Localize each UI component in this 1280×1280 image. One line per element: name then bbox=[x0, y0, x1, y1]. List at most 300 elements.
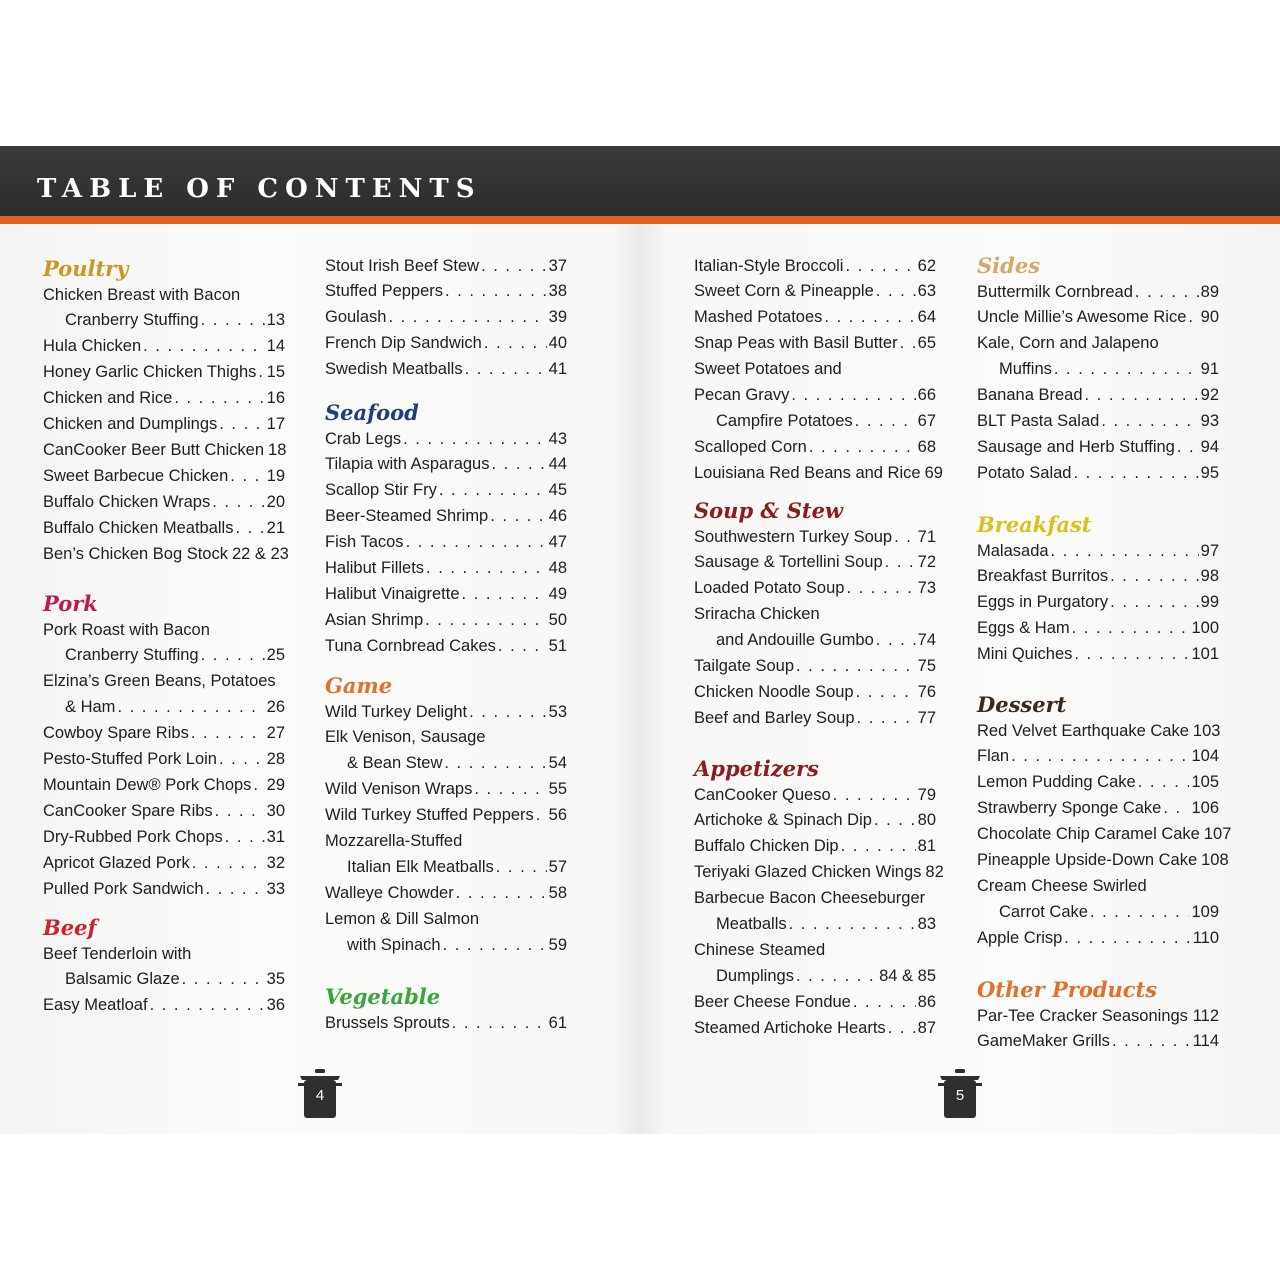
entry-title: Walleye Chowder bbox=[325, 883, 454, 902]
toc-entry[interactable] bbox=[694, 525, 936, 549]
entry-page-number: 69 bbox=[924, 463, 943, 482]
entry-title: Buffalo Chicken Meatballs bbox=[43, 518, 234, 537]
entry-page-number: 25 bbox=[266, 646, 285, 665]
dot-leader bbox=[498, 634, 547, 658]
dot-leader bbox=[856, 680, 916, 704]
entry-page-number: 62 bbox=[917, 256, 936, 275]
entry-title: Halibut Vinaigrette bbox=[325, 584, 460, 603]
toc-entry[interactable] bbox=[43, 721, 285, 745]
entry-title: CanCooker Spare Ribs bbox=[43, 801, 213, 820]
entry-title: Balsamic Glaze bbox=[65, 970, 180, 989]
toc-entry[interactable] bbox=[325, 777, 567, 801]
toc-entry[interactable] bbox=[43, 773, 285, 797]
dot-leader bbox=[855, 409, 916, 433]
entry-title: Breakfast Burritos bbox=[977, 567, 1109, 586]
entry-page-number: 89 bbox=[1200, 282, 1219, 301]
entry-page-number: 83 bbox=[917, 915, 936, 933]
entry-title: Potato Salad bbox=[977, 463, 1072, 482]
entry-page-number: 84 & 85 bbox=[879, 966, 936, 985]
toc-entry bbox=[43, 283, 285, 307]
dot-leader bbox=[491, 452, 546, 476]
entry-title: Beer Cheese Fondue bbox=[694, 992, 851, 1011]
toc-entry[interactable] bbox=[694, 435, 936, 459]
dot-leader bbox=[876, 279, 916, 303]
dot-leader bbox=[1090, 900, 1190, 924]
entry-title: Apple Crisp bbox=[977, 928, 1063, 947]
toc-entry bbox=[43, 669, 285, 693]
dot-leader bbox=[496, 855, 547, 879]
entry-page-number: 105 bbox=[1191, 773, 1219, 792]
toc-entry[interactable] bbox=[694, 305, 936, 329]
entry-title: Swedish Meatballs bbox=[325, 360, 463, 379]
entry-page-number: 14 bbox=[266, 337, 285, 356]
toc-entry[interactable] bbox=[325, 582, 567, 606]
dot-leader bbox=[846, 576, 915, 600]
entry-page-number: 93 bbox=[1200, 412, 1219, 430]
section-heading-breakfast: Breakfast bbox=[977, 512, 1092, 537]
entry-title: Cranberry Stuffing bbox=[65, 646, 199, 665]
toc-entry[interactable] bbox=[977, 642, 1219, 666]
entry-title: Sausage and Herb Stuffing bbox=[977, 437, 1175, 456]
toc-entry[interactable] bbox=[694, 912, 936, 936]
toc-entry[interactable] bbox=[977, 461, 1219, 485]
entry-title: Tilapia with Asparagus bbox=[325, 455, 490, 474]
toc-entry[interactable] bbox=[43, 747, 285, 771]
entry-title: Louisiana Red Beans and Rice bbox=[694, 463, 921, 482]
toc-entry bbox=[325, 907, 567, 931]
toc-entry[interactable] bbox=[325, 452, 567, 476]
entry-page-number: 38 bbox=[548, 282, 567, 301]
toc-entry[interactable] bbox=[977, 564, 1219, 588]
toc-entry[interactable] bbox=[43, 542, 289, 566]
entry-title: Chicken and Dumplings bbox=[43, 415, 218, 433]
dot-leader bbox=[885, 550, 916, 574]
toc-entry[interactable] bbox=[325, 933, 567, 957]
entry-title: Pineapple Upside-Down Cake bbox=[977, 851, 1198, 869]
toc-entry[interactable] bbox=[325, 504, 567, 528]
toc-entry[interactable] bbox=[977, 848, 1229, 872]
toc-entry[interactable] bbox=[325, 478, 567, 502]
toc-entry[interactable] bbox=[977, 770, 1219, 794]
toc-entry[interactable] bbox=[325, 881, 567, 905]
dot-leader bbox=[1188, 305, 1198, 329]
toc-entry[interactable] bbox=[694, 576, 936, 600]
entry-title: Elzina’s Green Beans, Potatoes bbox=[43, 672, 276, 691]
entry-title: Chicken and Rice bbox=[43, 389, 173, 408]
dot-leader bbox=[857, 706, 916, 730]
entry-page-number: 108 bbox=[1201, 851, 1229, 869]
entry-page-number: 114 bbox=[1192, 1032, 1219, 1051]
entry-page-number: 20 bbox=[266, 492, 285, 511]
entry-page-number: 66 bbox=[917, 386, 936, 404]
dot-leader bbox=[809, 435, 916, 459]
entry-title: Wild Venison Wraps bbox=[325, 780, 473, 799]
entry-page-number: 55 bbox=[548, 780, 567, 799]
toc-entry[interactable] bbox=[43, 643, 285, 667]
toc-entry[interactable] bbox=[977, 744, 1219, 768]
entry-title: Sweet Potatoes and bbox=[694, 360, 842, 379]
toc-entry[interactable] bbox=[43, 799, 285, 823]
toc-entry[interactable] bbox=[325, 530, 567, 554]
entry-title: Mozzarella-Stuffed bbox=[325, 832, 463, 850]
toc-entry bbox=[977, 874, 1219, 898]
dot-leader bbox=[536, 803, 547, 827]
dot-leader bbox=[1085, 383, 1199, 407]
toc-entry[interactable] bbox=[43, 695, 285, 719]
entry-title: Chicken Noodle Soup bbox=[694, 682, 854, 701]
toc-entry[interactable] bbox=[325, 1011, 567, 1035]
toc-entry[interactable] bbox=[977, 383, 1219, 407]
dot-leader bbox=[192, 851, 265, 875]
dot-leader bbox=[215, 799, 265, 823]
entry-page-number: 33 bbox=[266, 879, 285, 898]
entry-page-number: 68 bbox=[917, 437, 936, 456]
entry-page-number: 92 bbox=[1200, 386, 1219, 405]
toc-entry[interactable] bbox=[694, 783, 936, 807]
entry-page-number: 73 bbox=[917, 579, 936, 598]
dot-leader bbox=[258, 360, 264, 384]
toc-entry[interactable] bbox=[325, 700, 567, 724]
entry-page-number: 16 bbox=[266, 389, 285, 408]
entry-page-number: 18 bbox=[268, 440, 287, 459]
toc-entry[interactable] bbox=[694, 834, 936, 858]
dot-leader bbox=[444, 751, 546, 775]
toc-entry[interactable] bbox=[977, 822, 1232, 846]
entry-title: Halibut Fillets bbox=[325, 559, 425, 577]
entry-page-number: 80 bbox=[917, 811, 936, 830]
entry-title: and Andouille Gumbo bbox=[716, 631, 874, 650]
dot-leader bbox=[853, 990, 916, 1014]
dot-leader bbox=[469, 700, 547, 724]
entry-title: Crab Legs bbox=[325, 429, 402, 448]
entry-title: Sweet Barbecue Chicken bbox=[43, 466, 229, 485]
entry-title: Par-Tee Cracker Seasonings bbox=[977, 1006, 1188, 1025]
entry-title: Barbecue Bacon Cheeseburger bbox=[694, 889, 926, 908]
dot-leader bbox=[182, 967, 265, 991]
section-heading-beef: Beef bbox=[43, 915, 97, 940]
toc-entry[interactable] bbox=[43, 412, 285, 436]
toc-entry[interactable] bbox=[977, 357, 1219, 381]
toc-entry bbox=[694, 886, 936, 910]
dot-leader bbox=[235, 516, 264, 540]
entry-title: Cowboy Spare Ribs bbox=[43, 724, 189, 743]
entry-title: Kale, Corn and Jalapeno bbox=[977, 334, 1159, 353]
dot-leader bbox=[894, 525, 916, 549]
entry-page-number: 15 bbox=[266, 363, 285, 382]
toc-entry[interactable] bbox=[43, 825, 285, 849]
dot-leader bbox=[1051, 539, 1199, 563]
entry-page-number: 79 bbox=[917, 785, 936, 804]
toc-entry[interactable] bbox=[325, 556, 567, 580]
entry-title: Sausage & Tortellini Soup bbox=[694, 553, 883, 572]
section-heading-poultry: Poultry bbox=[43, 256, 129, 281]
toc-entry[interactable] bbox=[694, 409, 936, 433]
page-number: 5 bbox=[955, 1087, 965, 1104]
toc-entry[interactable] bbox=[694, 331, 936, 355]
entry-title: Hula Chicken bbox=[43, 337, 142, 356]
entry-title: BLT Pasta Salad bbox=[977, 412, 1100, 430]
toc-entry bbox=[694, 357, 936, 381]
toc-entry[interactable] bbox=[43, 993, 285, 1017]
entry-title: Easy Meatloaf bbox=[43, 996, 148, 1015]
entry-title: Elk Venison, Sausage bbox=[325, 728, 486, 747]
entry-page-number: 97 bbox=[1200, 541, 1219, 560]
toc-entry[interactable] bbox=[694, 461, 943, 485]
entry-page-number: 17 bbox=[266, 415, 285, 433]
section-heading-pork: Pork bbox=[43, 591, 98, 616]
entry-page-number: 41 bbox=[548, 360, 567, 379]
dot-leader bbox=[1110, 590, 1198, 614]
toc-entry[interactable] bbox=[694, 654, 936, 678]
toc-entry[interactable] bbox=[325, 751, 567, 775]
dot-leader bbox=[1135, 280, 1199, 304]
entry-title: Ben’s Chicken Bog Stock bbox=[43, 544, 228, 563]
entry-title: Steamed Artichoke Hearts bbox=[694, 1018, 886, 1037]
toc-entry[interactable] bbox=[977, 409, 1219, 433]
toc-entry[interactable] bbox=[325, 855, 567, 879]
dot-leader bbox=[888, 1016, 916, 1040]
dot-leader bbox=[253, 773, 264, 797]
dot-leader bbox=[201, 308, 265, 332]
toc-entry[interactable] bbox=[977, 900, 1219, 924]
toc-entry[interactable] bbox=[977, 539, 1219, 563]
dot-leader bbox=[490, 504, 546, 528]
dot-leader bbox=[439, 478, 547, 502]
toc-entry[interactable] bbox=[43, 334, 285, 358]
entry-title: with Spinach bbox=[347, 935, 441, 954]
entry-title: Eggs & Ham bbox=[977, 619, 1070, 638]
toc-entry[interactable] bbox=[43, 516, 285, 540]
dot-leader bbox=[481, 254, 547, 278]
entry-page-number: 112 bbox=[1192, 1006, 1219, 1025]
entry-title: Scallop Stir Fry bbox=[325, 481, 437, 500]
section-heading-other-products: Other Products bbox=[977, 977, 1158, 1002]
dot-leader bbox=[426, 556, 547, 580]
entry-page-number: 49 bbox=[548, 584, 567, 603]
entry-page-number: 91 bbox=[1200, 360, 1219, 379]
entry-title: Chicken Breast with Bacon bbox=[43, 285, 241, 304]
page-number-left bbox=[296, 1068, 344, 1120]
entry-page-number: 76 bbox=[917, 682, 936, 701]
entry-title: Wild Turkey Delight bbox=[325, 702, 468, 721]
entry-page-number: 31 bbox=[266, 827, 285, 846]
toc-entry[interactable] bbox=[694, 383, 936, 407]
entry-page-number: 44 bbox=[548, 455, 567, 474]
entry-page-number: 40 bbox=[548, 334, 567, 353]
entry-title: Pulled Pork Sandwich bbox=[43, 879, 204, 898]
entry-page-number: 104 bbox=[1191, 747, 1219, 766]
toc-entry[interactable] bbox=[325, 357, 567, 381]
dot-leader bbox=[452, 1011, 547, 1035]
toc-entry[interactable] bbox=[694, 279, 936, 303]
toc-entry[interactable] bbox=[325, 331, 567, 355]
toc-entry[interactable] bbox=[694, 550, 936, 574]
toc-entry[interactable] bbox=[977, 435, 1219, 459]
dot-leader bbox=[874, 808, 916, 832]
entry-title: Southwestern Turkey Soup bbox=[694, 527, 893, 546]
entry-title: Beer-Steamed Shrimp bbox=[325, 507, 489, 526]
toc-entry bbox=[43, 942, 285, 966]
dot-leader bbox=[425, 608, 547, 632]
entry-title: French Dip Sandwich bbox=[325, 334, 482, 353]
toc-entry[interactable] bbox=[43, 464, 285, 488]
toc-entry bbox=[325, 829, 567, 853]
entry-page-number: 53 bbox=[548, 702, 567, 721]
entry-title: Beef Tenderloin with bbox=[43, 944, 192, 963]
dot-leader bbox=[796, 964, 877, 988]
entry-title: Beef and Barley Soup bbox=[694, 708, 855, 727]
entry-title: Teriyaki Glazed Chicken Wings bbox=[694, 863, 922, 882]
dot-leader bbox=[474, 777, 546, 801]
toc-entry[interactable] bbox=[694, 628, 936, 652]
entry-title: Flan bbox=[977, 747, 1010, 766]
entry-page-number: 30 bbox=[266, 801, 285, 820]
toc-entry[interactable] bbox=[43, 308, 285, 332]
entry-title: Wild Turkey Stuffed Peppers bbox=[325, 806, 534, 825]
entry-page-number: 35 bbox=[266, 970, 285, 989]
section-heading-vegetable: Vegetable bbox=[325, 984, 441, 1009]
entry-title: Artichoke & Spinach Dip bbox=[694, 811, 872, 830]
entry-title: Red Velvet Earthquake Cake bbox=[977, 721, 1189, 740]
dot-leader bbox=[1138, 770, 1190, 794]
entry-page-number: 46 bbox=[548, 507, 567, 526]
toc-entry[interactable] bbox=[977, 280, 1219, 304]
toc-entry[interactable] bbox=[43, 438, 285, 462]
toc-entry[interactable] bbox=[977, 590, 1219, 614]
entry-title: Strawberry Sponge Cake bbox=[977, 799, 1162, 818]
toc-entry[interactable] bbox=[325, 608, 567, 632]
toc-entry[interactable] bbox=[325, 803, 567, 827]
toc-entry[interactable] bbox=[325, 254, 567, 278]
toc-entry[interactable] bbox=[694, 706, 936, 730]
entry-title: CanCooker Beer Butt Chicken bbox=[43, 440, 265, 459]
header-stripe bbox=[0, 216, 1280, 224]
entry-title: Honey Garlic Chicken Thighs bbox=[43, 363, 257, 382]
toc-entry[interactable] bbox=[977, 1004, 1219, 1028]
entry-title: Chocolate Chip Caramel Cake bbox=[977, 825, 1200, 844]
dot-leader bbox=[1112, 1029, 1191, 1053]
toc-entry bbox=[43, 618, 285, 642]
entry-title: Sriracha Chicken bbox=[694, 605, 820, 624]
dot-leader bbox=[1074, 642, 1189, 666]
toc-entry[interactable] bbox=[694, 964, 936, 988]
entry-page-number: 27 bbox=[266, 724, 285, 743]
dot-leader bbox=[443, 933, 547, 957]
toc-entry[interactable] bbox=[977, 719, 1219, 743]
entry-page-number: 86 bbox=[917, 992, 936, 1011]
entry-page-number: 54 bbox=[548, 754, 567, 773]
toc-entry[interactable] bbox=[977, 1029, 1219, 1053]
toc-entry[interactable] bbox=[694, 808, 936, 832]
entry-page-number: 28 bbox=[266, 750, 285, 768]
entry-title: Chinese Steamed bbox=[694, 940, 826, 959]
dot-leader bbox=[1110, 564, 1199, 588]
toc-entry[interactable] bbox=[977, 926, 1219, 950]
entry-page-number: 63 bbox=[917, 282, 936, 301]
dot-leader bbox=[796, 654, 916, 678]
toc-entry[interactable] bbox=[325, 305, 567, 329]
dot-leader bbox=[225, 825, 265, 849]
toc-entry[interactable] bbox=[694, 860, 944, 884]
toc-entry[interactable] bbox=[43, 386, 285, 410]
entry-page-number: 47 bbox=[548, 533, 567, 552]
toc-entry[interactable] bbox=[325, 279, 567, 303]
entry-page-number: 39 bbox=[548, 308, 567, 327]
section-heading-seafood: Seafood bbox=[325, 400, 419, 425]
toc-entry[interactable] bbox=[977, 305, 1219, 329]
dot-leader bbox=[1072, 616, 1190, 640]
dot-leader bbox=[406, 530, 547, 554]
entry-title: Muffins bbox=[999, 360, 1052, 379]
entry-page-number: 19 bbox=[266, 466, 285, 485]
entry-title: Mountain Dew® Pork Chops bbox=[43, 775, 252, 794]
entry-title: Fish Tacos bbox=[325, 533, 404, 552]
section-heading-appetizers: Appetizers bbox=[694, 756, 819, 781]
toc-entry[interactable] bbox=[43, 877, 285, 901]
entry-page-number: 72 bbox=[917, 553, 936, 572]
dot-leader bbox=[1177, 435, 1199, 459]
toc-entry[interactable] bbox=[43, 360, 285, 384]
toc-entry[interactable] bbox=[325, 427, 567, 451]
page-title: TABLE OF CONTENTS bbox=[37, 174, 482, 204]
entry-page-number: 109 bbox=[1191, 902, 1219, 921]
toc-entry[interactable] bbox=[43, 490, 285, 514]
entry-title: Goulash bbox=[325, 308, 387, 327]
entry-page-number: 45 bbox=[548, 481, 567, 500]
entry-page-number: 50 bbox=[548, 610, 567, 629]
entry-title: Buffalo Chicken Dip bbox=[694, 837, 839, 856]
entry-title: Malasada bbox=[977, 541, 1049, 560]
entry-page-number: 13 bbox=[266, 311, 285, 330]
dot-leader bbox=[1011, 744, 1189, 768]
entry-title: Brussels Sprouts bbox=[325, 1013, 450, 1032]
toc-entry[interactable] bbox=[325, 634, 567, 658]
entry-page-number: 74 bbox=[917, 631, 936, 650]
dot-leader bbox=[900, 331, 916, 355]
entry-title: Pesto-Stuffed Pork Loin bbox=[43, 750, 217, 768]
toc-entry bbox=[325, 725, 567, 749]
toc-entry[interactable] bbox=[694, 254, 936, 278]
entry-page-number: 101 bbox=[1191, 645, 1219, 664]
page-number: 4 bbox=[315, 1087, 325, 1104]
entry-page-number: 22 & 23 bbox=[231, 544, 289, 563]
dot-leader bbox=[1190, 1004, 1191, 1028]
toc-entry[interactable] bbox=[694, 680, 936, 704]
entry-page-number: 71 bbox=[917, 527, 936, 546]
entry-title: GameMaker Grills bbox=[977, 1032, 1110, 1051]
toc-entry[interactable] bbox=[43, 967, 285, 991]
dot-leader bbox=[143, 334, 265, 358]
dot-leader bbox=[117, 695, 264, 719]
entry-title: Mini Quiches bbox=[977, 645, 1073, 664]
toc-entry[interactable] bbox=[694, 1016, 936, 1040]
dot-leader bbox=[791, 383, 915, 407]
entry-page-number: 94 bbox=[1200, 437, 1219, 456]
toc-entry[interactable] bbox=[694, 990, 936, 1014]
toc-entry[interactable] bbox=[977, 796, 1219, 820]
entry-page-number: 59 bbox=[548, 935, 567, 954]
dot-leader bbox=[841, 834, 916, 858]
toc-entry[interactable] bbox=[43, 851, 285, 875]
dot-leader bbox=[824, 305, 915, 329]
toc-entry[interactable] bbox=[977, 616, 1219, 640]
entry-page-number: 107 bbox=[1203, 825, 1232, 844]
entry-title: Pork Roast with Bacon bbox=[43, 620, 210, 639]
entry-page-number: 48 bbox=[548, 559, 567, 577]
dot-leader bbox=[1064, 926, 1190, 950]
entry-page-number: 51 bbox=[548, 636, 567, 655]
dot-leader bbox=[845, 254, 915, 278]
